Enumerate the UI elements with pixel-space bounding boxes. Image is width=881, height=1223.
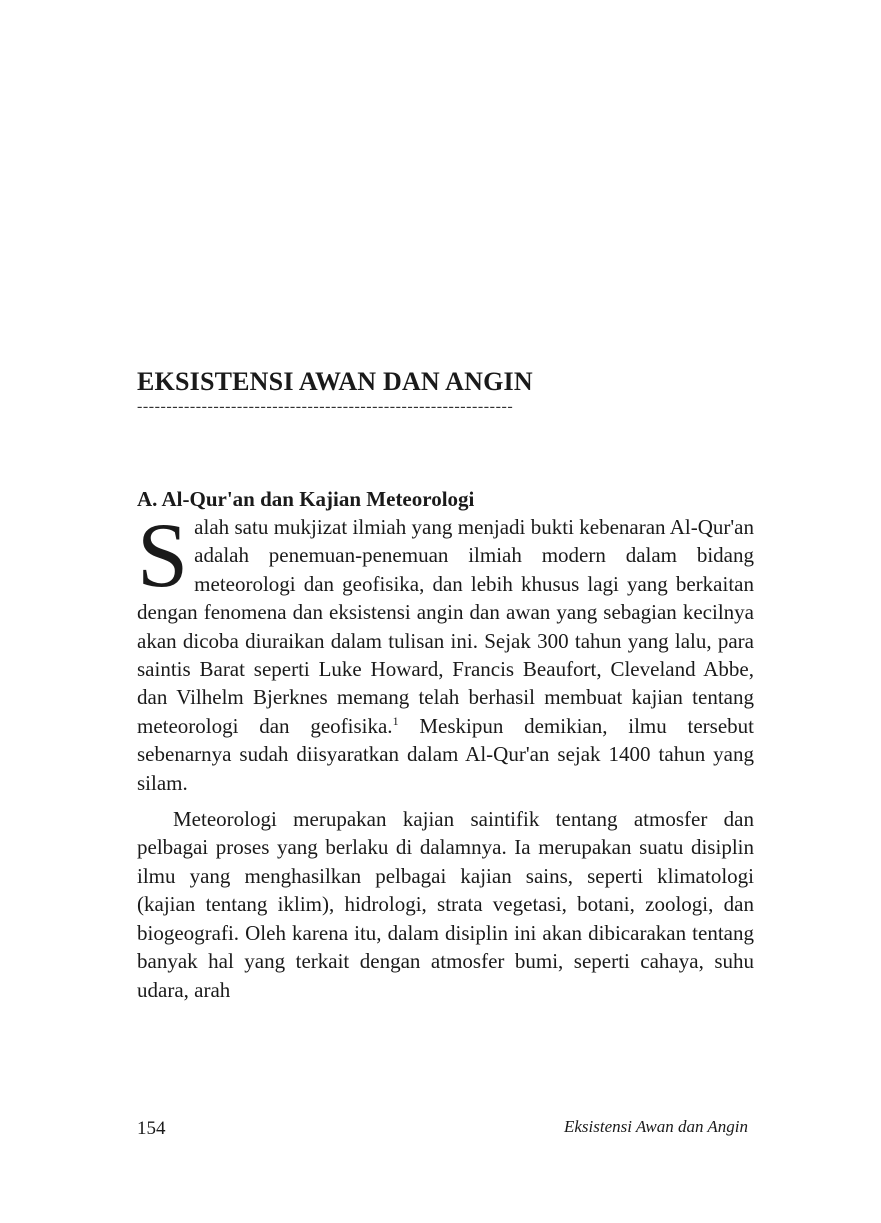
running-title: Eksistensi Awan dan Angin bbox=[563, 1117, 748, 1136]
drop-cap: S bbox=[137, 504, 189, 606]
section-heading: A. Al-Qur'an dan Kajian Meteorologi bbox=[137, 487, 475, 511]
footnote-reference[interactable]: 1 bbox=[392, 713, 399, 728]
page-number: 154 bbox=[137, 1118, 166, 1139]
paragraph-1 bbox=[137, 504, 754, 797]
chapter-title: EKSISTENSI AWAN DAN ANGIN bbox=[137, 367, 533, 396]
title-divider: ---------------------------------------------------------------- bbox=[137, 398, 514, 415]
paragraph-1-text: alah satu mukjizat ilmiah yang menjadi bukti kebenaran Al-Qur'an adalah penemuan-penemuan ilmiah modern dalam bidang meteorologi dan geofisika, dan lebih khusus lagi yang berkaitan dengan fenomena dan eksistensi angin dan awan yang sebagian kecilnya akan dicoba diuraikan dalam tulisan ini. Sejak 300 tahun yang lalu, para saintis Barat seperti Luke Howard, Francis Beaufort, Cleveland Abbe, dan Vilhelm Bjerknes memang telah berhasil membuat kajian tentang meteorologi dan geofisika. bbox=[137, 515, 754, 738]
paragraph-2: Meteorologi merupakan kajian saintifik tentang atmosfer dan pelbagai proses yang berlaku di dalamnya. Ia merupakan suatu disiplin ilmu yang menghasilkan pelbagai kajian sains, seperti klimatologi (kajian tentang iklim), hidrologi, strata vegetasi, botani, zoologi, dan biogeografi. Oleh karena itu, dalam disiplin ini akan dibicarakan tentang banyak hal yang terkait dengan atmosfer bumi, seperti cahaya, suhu udara, arah bbox=[137, 807, 754, 1002]
body-text bbox=[137, 504, 754, 1004]
paragraph-1-text-continued: Meskipun demikian, ilmu tersebut sebenarnya sudah diisyaratkan dalam Al-Qur'an sejak 1400 tahun yang silam. bbox=[137, 713, 754, 795]
